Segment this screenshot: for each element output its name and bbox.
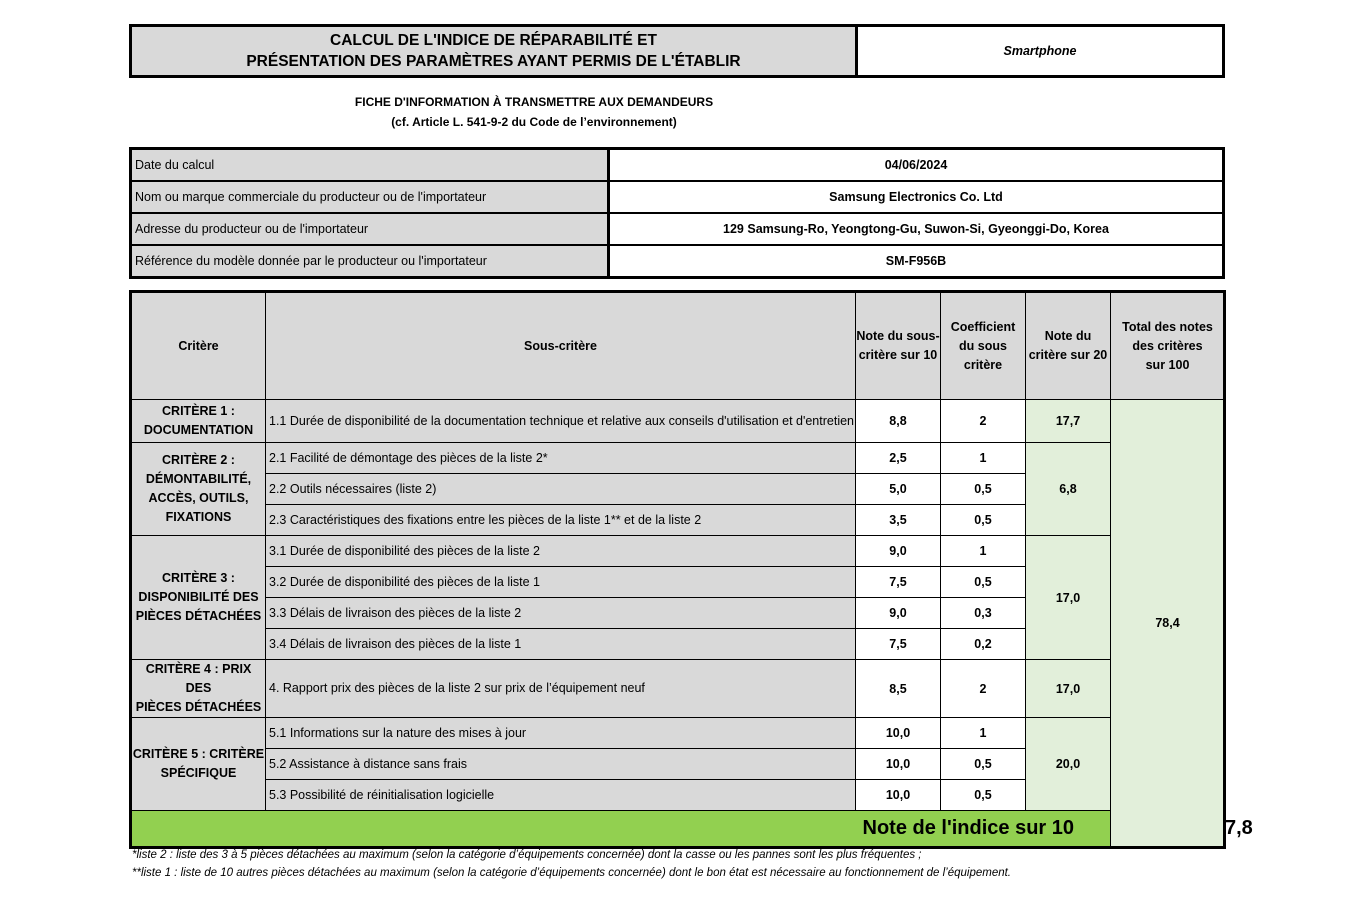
info-label: Nom ou marque commerciale du producteur ou de l'importateur <box>132 182 610 212</box>
info-label: Adresse du producteur ou de l'importateur <box>132 214 610 244</box>
header-critere: Critère <box>131 292 266 400</box>
sub-criterion-note: 2,5 <box>856 443 941 474</box>
criterion-1-name: CRITÈRE 1 : DOCUMENTATION <box>131 400 266 443</box>
sub-criterion-label: 2.1 Facilité de démontage des pièces de la liste 2* <box>266 443 856 474</box>
criterion-4-name: CRITÈRE 4 : PRIX DES PIÈCES DÉTACHÉES <box>131 660 266 718</box>
sub-criterion-coef: 0,5 <box>941 505 1026 536</box>
footnotes <box>132 846 1011 882</box>
subtitle-line-2: (cf. Article L. 541-9-2 du Code de l’environnement) <box>391 115 677 129</box>
criterion-3-name: CRITÈRE 3 : DISPONIBILITÉ DES PIÈCES DÉTACHÉES <box>131 536 266 660</box>
header-coefficient: Coefficient du sous critère <box>941 292 1026 400</box>
sub-criterion-coef: 0,2 <box>941 629 1026 660</box>
info-table <box>129 147 1225 279</box>
sub-criterion-label: 3.2 Durée de disponibilité des pièces de la liste 1 <box>266 567 856 598</box>
sub-criterion-coef: 0,5 <box>941 780 1026 811</box>
sub-criterion-note: 10,0 <box>856 718 941 749</box>
info-value: Samsung Electronics Co. Ltd <box>829 190 1003 204</box>
sub-criterion-label: 3.3 Délais de livraison des pièces de la liste 2 <box>266 598 856 629</box>
sub-criterion-label: 5.3 Possibilité de réinitialisation logicielle <box>266 780 856 811</box>
info-row-address <box>132 212 1222 244</box>
table-row <box>131 536 1225 567</box>
info-row-date <box>132 150 1222 180</box>
footnote-liste-2: *liste 2 : liste des 3 à 5 pièces détachées au maximum (selon la catégorie d’équipements concernée) dont la casse ou les pannes sont les plus fréquentes ; <box>132 849 922 861</box>
sub-criterion-coef: 0,3 <box>941 598 1026 629</box>
header-note-critere: Note du critère sur 20 <box>1026 292 1111 400</box>
sub-criterion-note: 10,0 <box>856 749 941 780</box>
info-label: Référence du modèle donnée par le producteur ou l'importateur <box>132 246 610 276</box>
info-value: SM-F956B <box>885 254 947 268</box>
info-row-model <box>132 244 1222 276</box>
sub-criterion-note: 3,5 <box>856 505 941 536</box>
sub-criterion-note: 5,0 <box>856 474 941 505</box>
table-row <box>131 660 1225 718</box>
header-row <box>131 292 1225 400</box>
sub-criterion-coef: 0,5 <box>941 749 1026 780</box>
footnote-liste-1: **liste 1 : liste de 10 autres pièces détachées au maximum (selon la catégorie d’équipements concernée) dont le bon état est nécessaire au fonctionnement de l’équipement. <box>132 867 1011 879</box>
sub-criterion-label: 4. Rapport prix des pièces de la liste 2 sur prix de l’équipement neuf <box>266 660 856 718</box>
subtitle <box>200 92 868 132</box>
sub-criterion-note: 8,8 <box>856 400 941 443</box>
criterion-3-score: 17,0 <box>1026 536 1111 660</box>
table-row <box>131 400 1225 443</box>
header-total: Total des notes des critères sur 100 <box>1111 292 1225 400</box>
subtitle-line-1: FICHE D'INFORMATION À TRANSMETTRE AUX DEMANDEURS <box>354 95 714 109</box>
sub-criterion-label: 3.1 Durée de disponibilité des pièces de la liste 2 <box>266 536 856 567</box>
sub-criterion-coef: 1 <box>941 443 1026 474</box>
criterion-2-score: 6,8 <box>1026 443 1111 536</box>
document-title <box>132 27 858 75</box>
sub-criterion-note: 9,0 <box>856 598 941 629</box>
table-row <box>131 443 1225 474</box>
criterion-5-score: 20,0 <box>1026 718 1111 811</box>
criterion-1-score: 17,7 <box>1026 400 1111 443</box>
sub-criterion-coef: 1 <box>941 536 1026 567</box>
sub-criterion-note: 9,0 <box>856 536 941 567</box>
total-score: 78,4 <box>1111 400 1225 848</box>
info-value: 129 Samsung-Ro, Yeongtong-Gu, Suwon-Si, Gyeonggi-Do, Korea <box>723 222 1109 236</box>
header-note-sous-critere: Note du sous- critère sur 10 <box>856 292 941 400</box>
sub-criterion-coef: 0,5 <box>941 474 1026 505</box>
table-row <box>131 718 1225 749</box>
final-score-label: Note de l'indice sur 10 <box>131 811 1111 848</box>
repairability-table <box>129 290 1253 849</box>
title-line-2: PRÉSENTATION DES PARAMÈTRES AYANT PERMIS DE L'ÉTABLIR <box>246 53 741 70</box>
title-line-1: CALCUL DE L'INDICE DE RÉPARABILITÉ ET <box>330 32 657 49</box>
sub-criterion-note: 7,5 <box>856 629 941 660</box>
sub-criterion-label: 5.1 Informations sur la nature des mises à jour <box>266 718 856 749</box>
sub-criterion-label: 1.1 Durée de disponibilité de la documentation technique et relative aux conseils d'utilisation et d'entretien <box>266 400 856 443</box>
criterion-5-name: CRITÈRE 5 : CRITÈRE SPÉCIFIQUE <box>131 718 266 811</box>
sub-criterion-coef: 1 <box>941 718 1026 749</box>
header-sous-critere: Sous-critère <box>266 292 856 400</box>
info-row-brand <box>132 180 1222 212</box>
product-type: Smartphone <box>1003 44 1077 58</box>
sub-criterion-label: 2.2 Outils nécessaires (liste 2) <box>266 474 856 505</box>
sub-criterion-label: 5.2 Assistance à distance sans frais <box>266 749 856 780</box>
criterion-4-score: 17,0 <box>1026 660 1111 718</box>
info-value: 04/06/2024 <box>884 158 948 172</box>
criterion-2-name: CRITÈRE 2 : DÉMONTABILITÉ, ACCÈS, OUTILS, FIXATIONS <box>131 443 266 536</box>
sub-criterion-coef: 2 <box>941 660 1026 718</box>
sub-criterion-note: 10,0 <box>856 780 941 811</box>
sub-criterion-coef: 0,5 <box>941 567 1026 598</box>
final-score-row: Note de l'indice sur 10 7,8 <box>131 811 1225 848</box>
info-label: Date du calcul <box>132 150 610 180</box>
sub-criterion-note: 7,5 <box>856 567 941 598</box>
sub-criterion-label: 2.3 Caractéristiques des fixations entre les pièces de la liste 1** et de la liste 2 <box>266 505 856 536</box>
sub-criterion-coef: 2 <box>941 400 1026 443</box>
sub-criterion-note: 8,5 <box>856 660 941 718</box>
sub-criterion-label: 3.4 Délais de livraison des pièces de la liste 1 <box>266 629 856 660</box>
document-header <box>129 24 1225 78</box>
